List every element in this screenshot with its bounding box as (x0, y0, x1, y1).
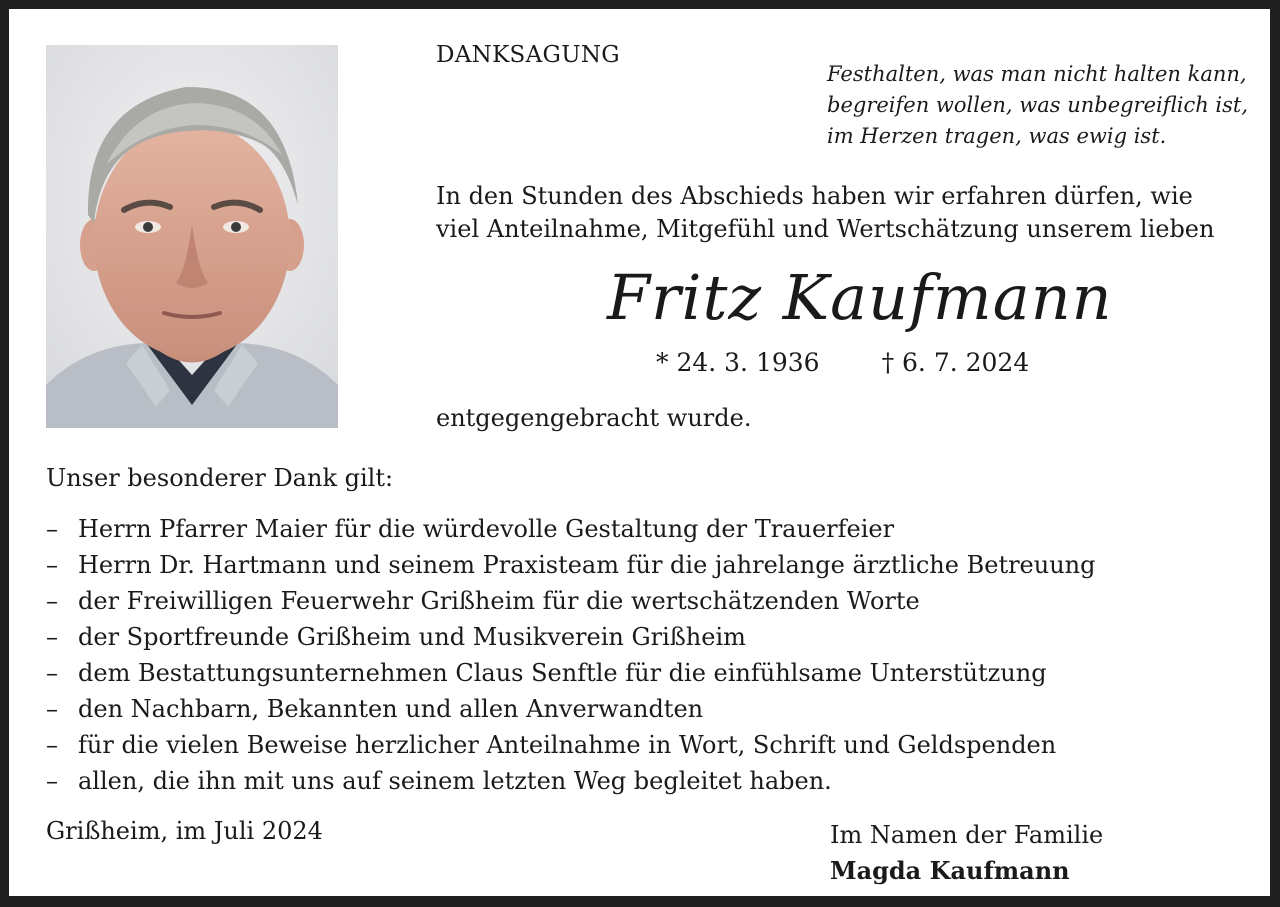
place-date: Grißheim, im Juli 2024 (46, 817, 323, 845)
list-item-text: dem Bestattungsunternehmen Claus Senftle für die einfühlsame Unterstützung (78, 659, 1047, 687)
list-item (46, 583, 1096, 619)
list-item-text: der Freiwilligen Feuerwehr Grißheim für die wertschätzenden Worte (78, 587, 920, 615)
poem-line: Festhalten, was man nicht halten kann, (827, 62, 1247, 86)
list-item (46, 547, 1096, 583)
list-item (46, 655, 1096, 691)
list-item-text: Herrn Dr. Hartmann und seinem Praxisteam für die jahrelange ärztliche Betreuung (78, 551, 1096, 579)
list-item (46, 763, 1096, 799)
list-item-text: den Nachbarn, Bekannten und allen Anverwandten (78, 695, 704, 723)
heading-danksagung: DANKSAGUNG (436, 42, 620, 68)
list-item-text: allen, die ihn mit uns auf seinem letzten Weg begleitet haben. (78, 767, 832, 795)
list-item (46, 691, 1096, 727)
on-behalf-text: Im Namen der Familie (830, 821, 1104, 849)
list-item-text: Herrn Pfarrer Maier für die würdevolle Gestaltung der Trauerfeier (78, 515, 895, 543)
dash-bullet: – (46, 731, 58, 759)
thanks-title: Unser besonderer Dank gilt: (46, 464, 394, 492)
list-item (46, 619, 1096, 655)
dash-bullet: – (46, 587, 58, 615)
list-item (46, 727, 1096, 763)
signer-name: Magda Kaufmann (830, 856, 1070, 885)
list-item-text: der Sportfreunde Grißheim und Musikverein Grißheim (78, 623, 746, 651)
poem-quote (827, 59, 1248, 152)
deceased-name: Fritz Kaufmann (607, 261, 1113, 334)
dash-bullet: – (46, 659, 58, 687)
intro-line: viel Anteilnahme, Mitgefühl und Wertschätzung unserem lieben (436, 215, 1215, 243)
signature-block (830, 817, 1103, 889)
death-date: † 6. 7. 2024 (881, 348, 1030, 377)
list-item-text: für die vielen Beweise herzlicher Anteilnahme in Wort, Schrift und Geldspenden (78, 731, 1057, 759)
portrait-illustration (46, 45, 338, 428)
poem-line: im Herzen tragen, was ewig ist. (827, 124, 1167, 148)
dash-bullet: – (46, 695, 58, 723)
portrait-photo (46, 45, 338, 428)
dash-bullet: – (46, 551, 58, 579)
dash-bullet: – (46, 515, 58, 543)
intro-paragraph (436, 180, 1256, 246)
dash-bullet: – (46, 767, 58, 795)
list-item (46, 511, 1096, 547)
dash-bullet: – (46, 623, 58, 651)
thanks-list (46, 511, 1096, 799)
outro-text: entgegengebracht wurde. (436, 404, 752, 432)
birth-date: * 24. 3. 1936 (656, 348, 820, 377)
poem-line: begreifen wollen, was unbegreiflich ist, (827, 93, 1249, 117)
life-dates (656, 348, 1029, 377)
intro-line: In den Stunden des Abschieds haben wir erfahren dürfen, wie (436, 182, 1193, 210)
